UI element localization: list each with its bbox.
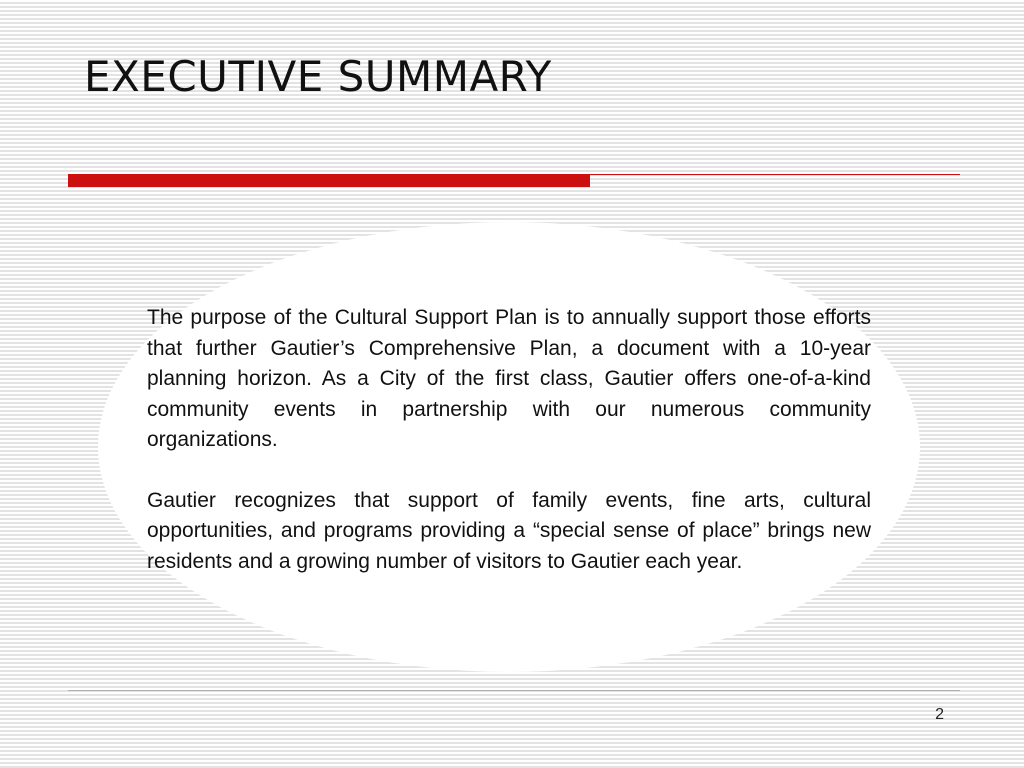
footer-divider-line: [68, 690, 960, 691]
page-number: 2: [935, 706, 944, 723]
paragraph-purpose: The purpose of the Cultural Support Plan is to annually support those efforts that further Gautier’s Comprehensive Plan, a document with a 10-year planning horizon. As a City of the first class, Gautier offers one-of-a-kind community events in partnership with our numerous community organizations.: [147, 306, 871, 451]
body-text: [147, 303, 871, 607]
title-divider-line: [590, 174, 960, 175]
paragraph-recognition: Gautier recognizes that support of family events, fine arts, cultural opportunities, and programs providing a “special sense of place” brings new residents and a growing number of visitors to Gautier each year.: [147, 488, 871, 573]
title-accent-bar: [68, 174, 590, 187]
slide-title: EXECUTIVE SUMMARY: [84, 52, 552, 101]
